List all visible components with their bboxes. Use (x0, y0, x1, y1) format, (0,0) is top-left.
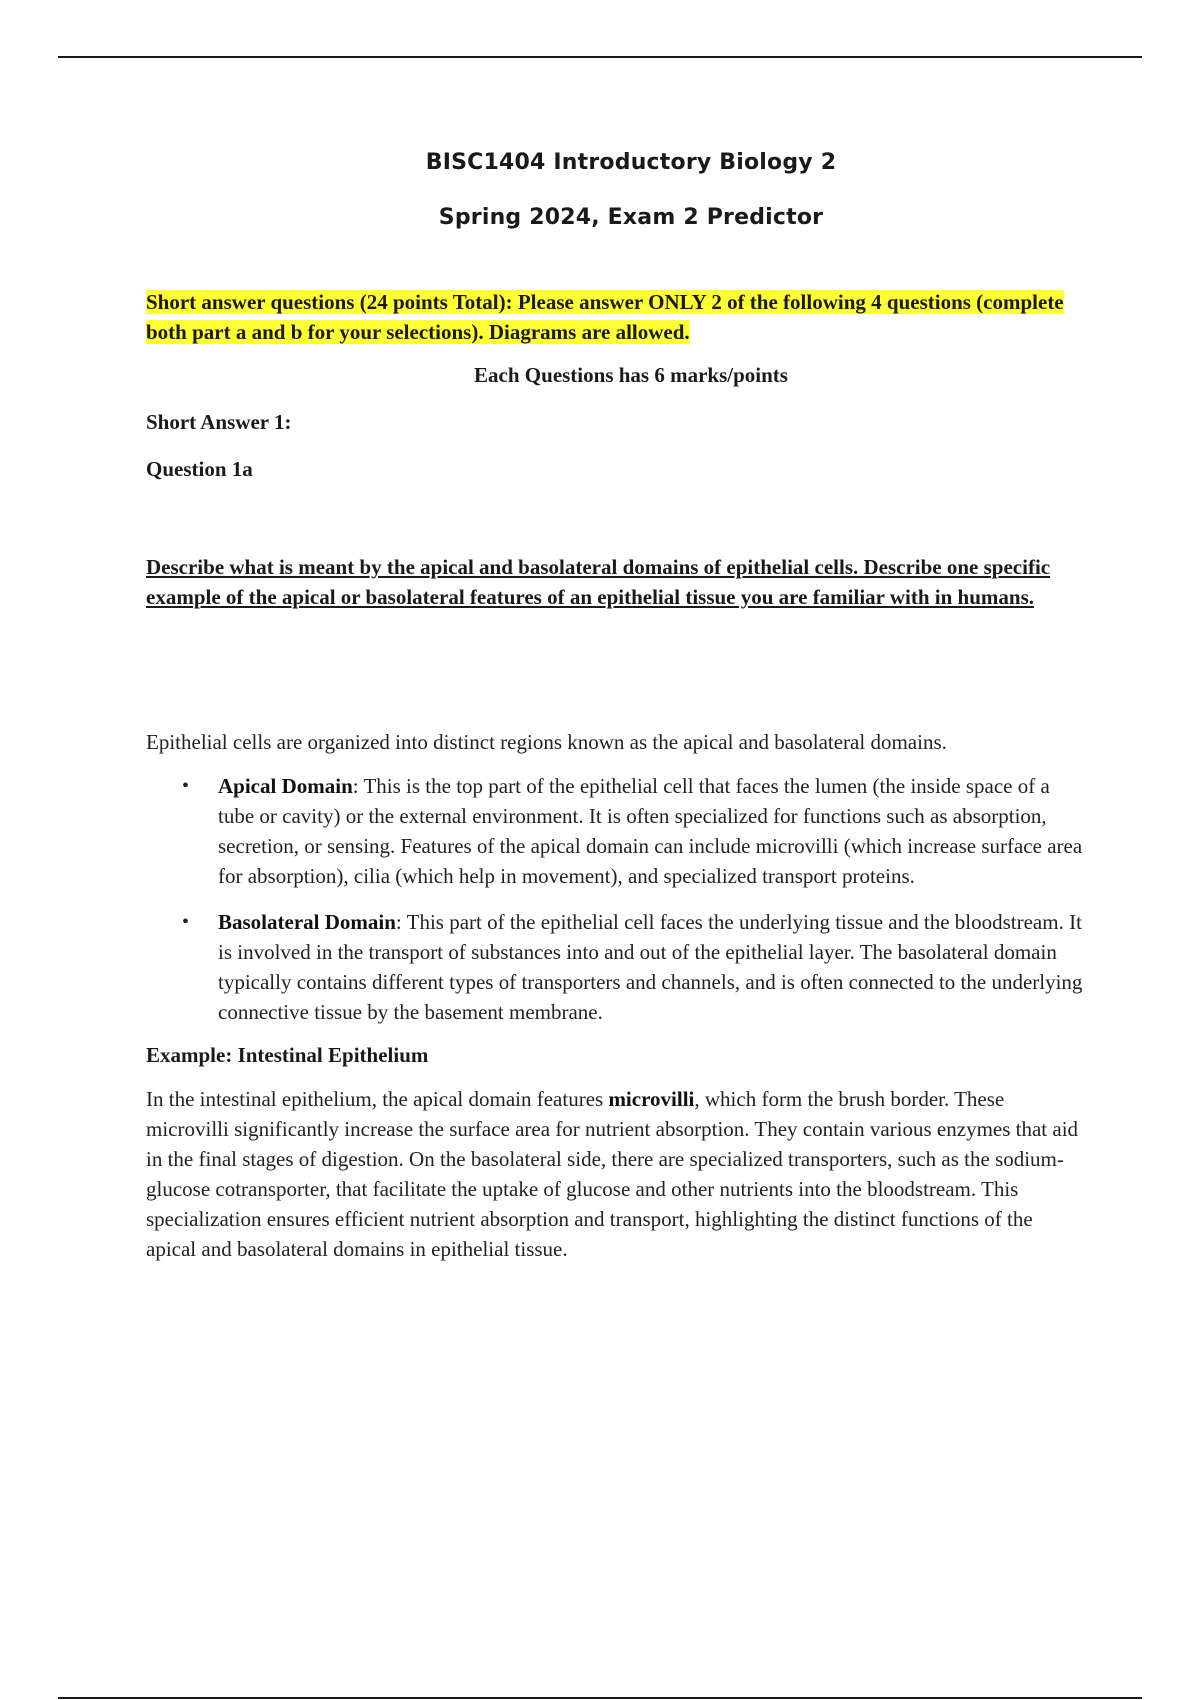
example-text-end: , which form the brush border. These microvilli significantly increase the surface area for nutrient absorption. They contain various enzymes that aid in the final stages of digestion. On the basolateral side, there are specialized transporters, such as the sodium-glucose cotransporter, that facilitate the uptake of glucose and other nutrients into the bloodstream. This specialization ensures efficient nutrient absorption and transport, highlighting the distinct functions of the apical and basolateral domains in epithelial tissue. (146, 1087, 1079, 1261)
domain-list (146, 771, 1086, 1027)
question-label: Question 1a (146, 457, 253, 481)
bullet-icon: • (182, 911, 190, 933)
bottom-rule (58, 1697, 1142, 1699)
short-answer-label: Short Answer 1: (146, 410, 292, 434)
bullet-text: : This is the top part of the epithelial cell that faces the lumen (the inside space of a tube or cavity) or the external environment. It is often specialized for functions such as absorption, secretion, or sensing. Features of the apical domain can include microvilli (which increase surface area for absorption), cilia (which help in movement), and specialized transport proteins. (218, 774, 1083, 888)
answer-intro: Epithelial cells are organized into distinct regions known as the apical and basolateral domains. (146, 730, 947, 754)
example-text-start: In the intestinal epithelium, the apical domain features (146, 1087, 609, 1111)
marks-note: Each Questions has 6 marks/points (474, 363, 788, 387)
document-page (146, 142, 1086, 1264)
top-rule (58, 56, 1142, 58)
question-text: Describe what is meant by the apical and basolateral domains of epithelial cells. Describe one specific example of the apical or basolateral features of an epithelial tissue you are familiar with in humans. (146, 555, 1051, 609)
bullet-term: Apical Domain (218, 774, 353, 798)
list-item (182, 907, 1086, 1027)
example-paragraph (146, 1084, 1086, 1264)
list-item (182, 771, 1086, 891)
document-title: BISC1404 Introductory Biology 2 (425, 150, 837, 175)
instructions-highlighted (146, 287, 1086, 347)
bullet-text: : This part of the epithelial cell faces the underlying tissue and the bloodstream. It is involved in the transport of substances into and out of the epithelial layer. The basolateral domain typically contains different types of transporters and channels, and is often connected to the underlying connective tissue by the basement membrane. (218, 910, 1083, 1024)
document-subtitle: Spring 2024, Exam 2 Predictor (438, 205, 824, 230)
instructions-text: Short answer questions (24 points Total): Please answer ONLY 2 of the following 4 questions (complete both part a and b for your selections). Diagrams are allowed. (146, 290, 1064, 344)
example-bold-term: microvilli (608, 1087, 695, 1111)
example-heading: Example: Intestinal Epithelium (146, 1043, 429, 1067)
bullet-icon: • (182, 775, 190, 797)
bullet-term: Basolateral Domain (218, 910, 396, 934)
